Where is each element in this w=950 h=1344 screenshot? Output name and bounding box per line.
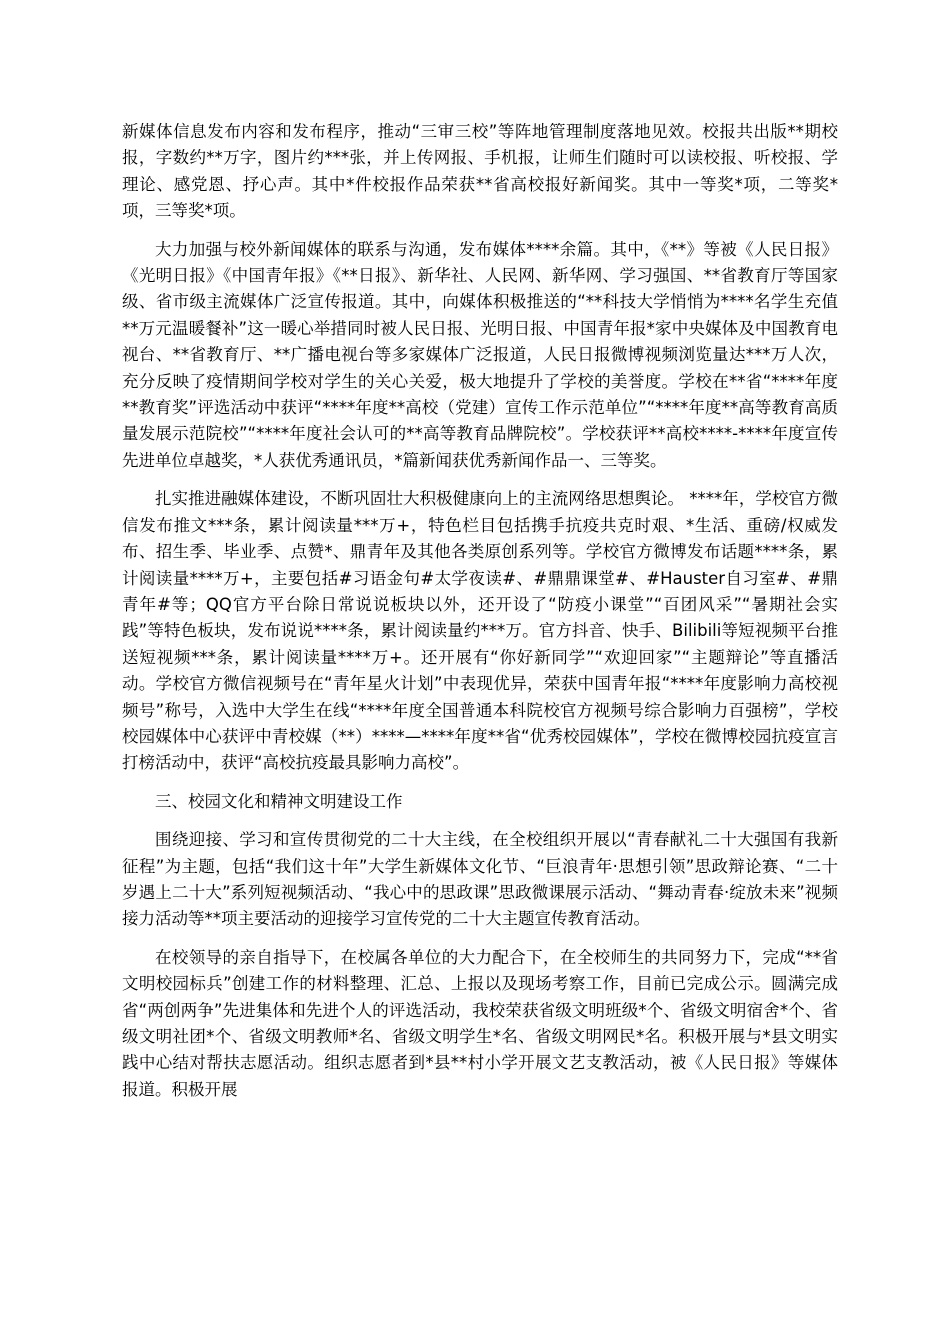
paragraph-fusion-media: 扎实推进融媒体建设，不断巩固壮大积极健康向上的主流网络思想舆论。 ****年，学校官方微信发布推文***条，累计阅读量***万+，特色栏目包括携手抗疫共克时艰、*生活、重磅/权威发布、招生季、毕业季、点赞*、鼎青年及其他各类原创系列等。学校官方微博发布话题****条，累计阅读量****万+，主要包括#习语金句#太学夜读#、#鼎鼎课堂#、#Hauster自习室#、#鼎青年#等；QQ官方平台除日常说说板块以外，还开设了“防疫小课堂”“百团风采”“暑期社会实践”等特色板块，发布说说****条，累计阅读量约***万。官方抖音、快手、Bilibili等短视频平台推送短视频***条，累计阅读量****万+。还开展有“你好新同学”“欢迎回家”“主题辩论”等直播活动。学校官方微信视频号在“青年星火计划”中表现优异，荣获中国青年报“****年度影响力高校视频号”称号，入选中大学生在线“****年度全国普通本科院校官方视频号综合影响力百强榜”，学校校园媒体中心获评中青校媒（**）****—****年度**省“优秀校园媒体”，学校在微博校园抗疫宣言打榜活动中，获评“高校抗疫最具影响力高校”。 (122, 489, 838, 773)
paragraph-external-media: 大力加强与校外新闻媒体的联系与沟通，发布媒体****余篇。其中，《**》等被《人民日报》《光明日报》《中国青年报》《**日报》、新华社、人民网、新华网、学习强国、**省教育厅等国家级、省市级主流媒体广泛宣传报道。其中，向媒体积极推送的“**科技大学悄悄为****名学生充值**万元温暖餐补”这一暖心举措同时被人民日报、光明日报、中国青年报*家中央媒体及中国教育电视台、**省教育厅、**广播电视台等多家媒体广泛报道，人民日报微博视频浏览量达***万人次，充分反映了疫情期间学校对学生的关心关爱，极大地提升了学校的美誉度。学校在**省“****年度**教育奖”评选活动中获评“****年度**高校（党建）宣传工作示范单位”“****年度**高等教育高质量发展示范院校”“****年度社会认可的**高等教育品牌院校”。学校获评**高校****-****年度宣传先进单位卓越奖，*人获优秀通讯员，*篇新闻获优秀新闻作品一、三等奖。 (122, 239, 838, 470)
paragraph-media-management: 新媒体信息发布内容和发布程序，推动“三审三校”等阵地管理制度落地见效。校报共出版**期校报，字数约**万字，图片约***张，并上传网报、手机报，让师生们随时可以读校报、听校报、学理论、感党恩、抒心声。其中*件校报作品荣获**省高校报好新闻奖。其中一等奖*项，二等奖*项，三等奖*项。 (122, 122, 838, 221)
paragraph-civilized-campus: 在校领导的亲自指导下，在校属各单位的大力配合下，在全校师生的共同努力下，完成“**省文明校园标兵”创建工作的材料整理、汇总、上报以及现场考察工作，目前已完成公示。圆满完成省“两创两争”先进集体和先进个人的评选活动，我校荣获省级文明班级*个、省级文明宿舍*个、省级文明社团*个、省级文明教师*名、省级文明学生*名、省级文明网民*名。积极开展与*县文明实践中心结对帮扶志愿活动。组织志愿者到*县**村小学开展文艺支教活动，被《人民日报》等媒体报道。积极开展 (122, 947, 838, 1099)
document-body (122, 119, 838, 1115)
section-heading-campus-culture: 三、校园文化和精神文明建设工作 (155, 791, 403, 811)
paragraph-twentieth-congress: 围绕迎接、学习和宣传贯彻党的二十大主线，在全校组织开展以“青春献礼二十大强国有我新征程”为主题，包括“我们这十年”大学生新媒体文化节、“巨浪青年·思想引领”思政辩论赛、“二十岁遇上二十大”系列短视频活动、“我心中的思政课”思政微课展示活动、“舞动青春·绽放未来”视频接力活动等**项主要活动的迎接学习宣传党的二十大主题宣传教育活动。 (122, 830, 838, 929)
